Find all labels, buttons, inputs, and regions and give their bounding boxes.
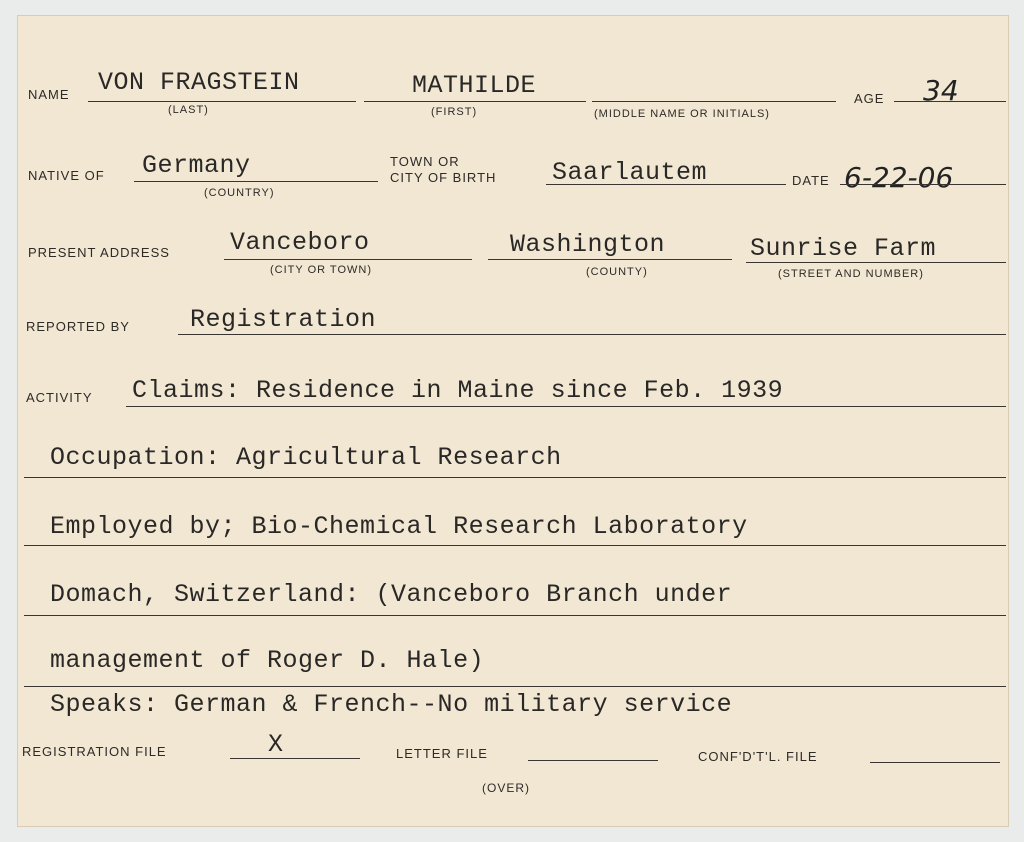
reported-label: REPORTED BY (26, 319, 130, 334)
date-value: 6-22-06 (844, 161, 954, 194)
activity-line-2: Occupation: Agricultural Research (50, 443, 562, 472)
county-line (488, 259, 732, 260)
first-caption: (FIRST) (431, 106, 478, 118)
country-line (134, 181, 378, 182)
birth-city-line (546, 184, 786, 185)
middle-name-line (592, 101, 836, 102)
activity-line-3: Employed by; Bio-Chemical Research Laboratory (50, 512, 748, 541)
first-name-line (364, 101, 586, 102)
index-card (18, 16, 1008, 826)
last-caption: (LAST) (168, 104, 209, 116)
activity-line-4: Domach, Switzerland: (Vanceboro Branch under (50, 580, 733, 609)
over-label: (OVER) (482, 781, 530, 795)
county-caption: (COUNTY) (586, 266, 648, 278)
date-line (840, 184, 1006, 185)
country-value: Germany (142, 151, 251, 180)
age-value: 34 (923, 74, 959, 107)
activity-line-5: management of Roger D. Hale) (50, 646, 485, 675)
conf-file-label: CONF'D'T'L. FILE (698, 749, 818, 764)
age-label: AGE (854, 91, 885, 106)
age-line (894, 101, 1006, 102)
registration-file-value: X (268, 730, 284, 759)
city-value: Vanceboro (230, 228, 370, 257)
registration-file-line (230, 758, 360, 759)
date-label: DATE (792, 173, 830, 188)
first-name-value: MATHILDE (412, 71, 537, 100)
city-line (224, 259, 472, 260)
activity-line-6: Speaks: German & French--No military service (50, 690, 733, 719)
reported-line (178, 334, 1006, 335)
name-label: NAME (28, 87, 70, 102)
native-label: NATIVE OF (28, 168, 105, 183)
activity-line-1: Claims: Residence in Maine since Feb. 1939 (132, 376, 784, 405)
letter-file-label: LETTER FILE (396, 746, 488, 761)
registration-file-label: REGISTRATION FILE (22, 744, 167, 759)
country-caption: (COUNTRY) (204, 187, 275, 199)
birth-label-1: TOWN OR (390, 154, 460, 169)
conf-file-line (870, 762, 1000, 763)
reported-by-value: Registration (190, 305, 377, 334)
address-label: PRESENT ADDRESS (28, 245, 170, 260)
activity-rule-2 (24, 477, 1006, 478)
county-value: Washington (510, 230, 666, 259)
middle-caption: (MIDDLE NAME OR INITIALS) (594, 108, 770, 120)
activity-rule-5 (24, 686, 1006, 687)
city-caption: (CITY OR TOWN) (270, 264, 372, 276)
activity-rule-1 (126, 406, 1006, 407)
activity-rule-3 (24, 545, 1006, 546)
street-caption: (STREET AND NUMBER) (778, 268, 924, 280)
street-line (746, 262, 1006, 263)
letter-file-line (528, 760, 658, 761)
activity-rule-4 (24, 615, 1006, 616)
birth-city-value: Saarlautem (552, 158, 708, 187)
last-name-line (88, 101, 356, 102)
birth-label-2: CITY OF BIRTH (390, 170, 497, 185)
street-value: Sunrise Farm (750, 234, 937, 263)
last-name-value: VON FRAGSTEIN (98, 68, 300, 97)
activity-label: ACTIVITY (26, 390, 93, 405)
